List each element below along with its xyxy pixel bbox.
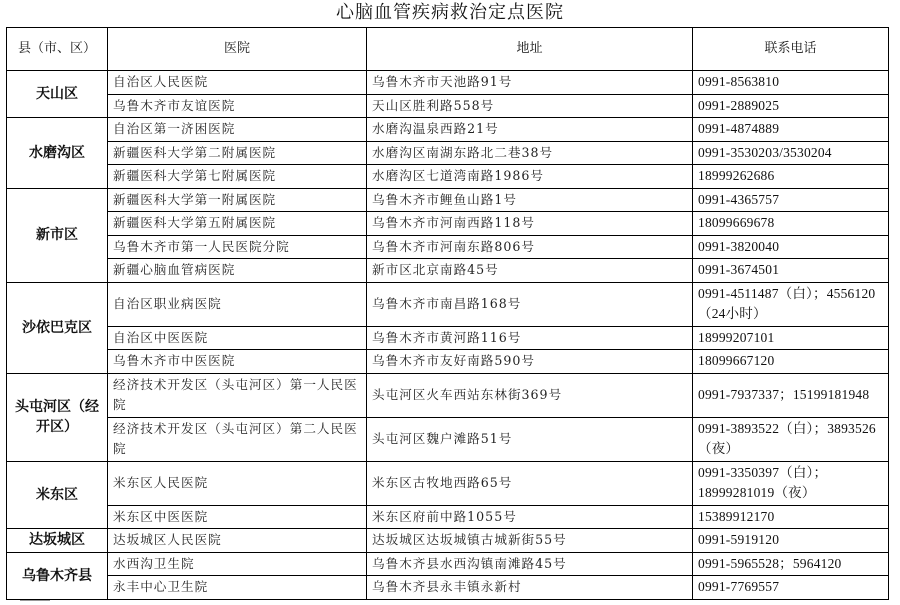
phone-cell: 0991-7769557 <box>693 576 889 600</box>
table-row <box>7 529 889 553</box>
header-address: 地址 <box>367 28 693 71</box>
hospital-cell: 新疆医科大学第五附属医院 <box>108 212 367 236</box>
header-hospital: 医院 <box>108 28 367 71</box>
address-cell: 水磨沟温泉西路21号 <box>367 118 693 142</box>
phone-cell: 0991-3530203/3530204 <box>693 141 889 165</box>
phone-cell: 0991-8563810 <box>693 71 889 95</box>
phone-cell: 15389912170 <box>693 505 889 529</box>
phone-cell: 0991-5965528；5964120 <box>693 552 889 576</box>
address-cell: 水磨沟区七道湾南路1986号 <box>367 165 693 189</box>
county-cell: 沙依巴克区 <box>7 282 108 373</box>
table-row <box>7 350 889 374</box>
footer-rule <box>20 600 50 605</box>
header-county: 县（市、区） <box>7 28 108 71</box>
hospital-cell: 自治区中医医院 <box>108 326 367 350</box>
address-cell: 达坂城区达坂城镇古城新街55号 <box>367 529 693 553</box>
address-cell: 乌鲁木齐市河南东路806号 <box>367 235 693 259</box>
address-cell: 水磨沟区南湖东路北二巷38号 <box>367 141 693 165</box>
table-header-row <box>7 28 889 71</box>
county-cell: 新市区 <box>7 188 108 282</box>
table-row <box>7 505 889 529</box>
phone-cell: 0991-3350397（白）；18999281019（夜） <box>693 461 889 505</box>
table-row <box>7 373 889 417</box>
phone-cell: 0991-5919120 <box>693 529 889 553</box>
address-cell: 新市区北京南路45号 <box>367 259 693 283</box>
county-cell: 水磨沟区 <box>7 118 108 189</box>
phone-cell: 0991-3674501 <box>693 259 889 283</box>
address-cell: 乌鲁木齐县水西沟镇南滩路45号 <box>367 552 693 576</box>
table-row <box>7 235 889 259</box>
phone-cell: 18999207101 <box>693 326 889 350</box>
county-cell: 头屯河区（经开区） <box>7 373 108 461</box>
table-row <box>7 461 889 505</box>
address-cell: 天山区胜利路558号 <box>367 94 693 118</box>
hospital-cell: 米东区人民医院 <box>108 461 367 505</box>
table-row <box>7 118 889 142</box>
hospital-cell: 新疆心脑血管病医院 <box>108 259 367 283</box>
table-row <box>7 165 889 189</box>
hospital-cell: 经济技术开发区（头屯河区）第一人民医院 <box>108 373 367 417</box>
address-cell: 乌鲁木齐市友好南路590号 <box>367 350 693 374</box>
address-cell: 头屯河区魏户滩路51号 <box>367 417 693 461</box>
table-row <box>7 576 889 600</box>
hospital-cell: 米东区中医医院 <box>108 505 367 529</box>
hospital-cell: 达坂城区人民医院 <box>108 529 367 553</box>
table-row <box>7 71 889 95</box>
table-row <box>7 552 889 576</box>
phone-cell: 0991-4874889 <box>693 118 889 142</box>
phone-cell: 0991-3893522（白）；3893526（夜） <box>693 417 889 461</box>
table-row <box>7 94 889 118</box>
hospital-cell: 自治区第一济困医院 <box>108 118 367 142</box>
county-cell: 米东区 <box>7 461 108 529</box>
hospital-cell: 新疆医科大学第二附属医院 <box>108 141 367 165</box>
address-cell: 乌鲁木齐市鲤鱼山路1号 <box>367 188 693 212</box>
hospital-cell: 自治区职业病医院 <box>108 282 367 326</box>
address-cell: 米东区府前中路1055号 <box>367 505 693 529</box>
table-row <box>7 188 889 212</box>
phone-cell: 0991-4511487（白）；4556120（24小时） <box>693 282 889 326</box>
hospital-cell: 新疆医科大学第七附属医院 <box>108 165 367 189</box>
hospital-cell: 自治区人民医院 <box>108 71 367 95</box>
phone-cell: 0991-4365757 <box>693 188 889 212</box>
address-cell: 米东区古牧地西路65号 <box>367 461 693 505</box>
phone-cell: 18099669678 <box>693 212 889 236</box>
address-cell: 乌鲁木齐市天池路91号 <box>367 71 693 95</box>
table-row <box>7 212 889 236</box>
phone-cell: 0991-7937337；15199181948 <box>693 373 889 417</box>
phone-cell: 0991-2889025 <box>693 94 889 118</box>
hospital-cell: 乌鲁木齐市友谊医院 <box>108 94 367 118</box>
county-cell: 乌鲁木齐县 <box>7 552 108 599</box>
hospital-cell: 新疆医科大学第一附属医院 <box>108 188 367 212</box>
table-row <box>7 326 889 350</box>
hospital-cell: 乌鲁木齐市第一人民医院分院 <box>108 235 367 259</box>
table-row <box>7 141 889 165</box>
document-title: 心脑血管疾病救治定点医院 <box>336 2 564 23</box>
hospital-cell: 永丰中心卫生院 <box>108 576 367 600</box>
header-phone: 联系电话 <box>693 28 889 71</box>
table-row <box>7 259 889 283</box>
county-cell: 达坂城区 <box>7 529 108 553</box>
phone-cell: 18999262686 <box>693 165 889 189</box>
table-body <box>7 71 889 600</box>
hospital-table <box>6 27 889 600</box>
county-cell: 天山区 <box>7 71 108 118</box>
address-cell: 乌鲁木齐市河南西路118号 <box>367 212 693 236</box>
address-cell: 乌鲁木齐市南昌路168号 <box>367 282 693 326</box>
phone-cell: 0991-3820040 <box>693 235 889 259</box>
hospital-cell: 水西沟卫生院 <box>108 552 367 576</box>
address-cell: 头屯河区火车西站东林街369号 <box>367 373 693 417</box>
table-row <box>7 417 889 461</box>
address-cell: 乌鲁木齐市黄河路116号 <box>367 326 693 350</box>
table-row <box>7 282 889 326</box>
phone-cell: 18099667120 <box>693 350 889 374</box>
address-cell: 乌鲁木齐县永丰镇永新村 <box>367 576 693 600</box>
hospital-cell: 乌鲁木齐市中医医院 <box>108 350 367 374</box>
hospital-cell: 经济技术开发区（头屯河区）第二人民医院 <box>108 417 367 461</box>
